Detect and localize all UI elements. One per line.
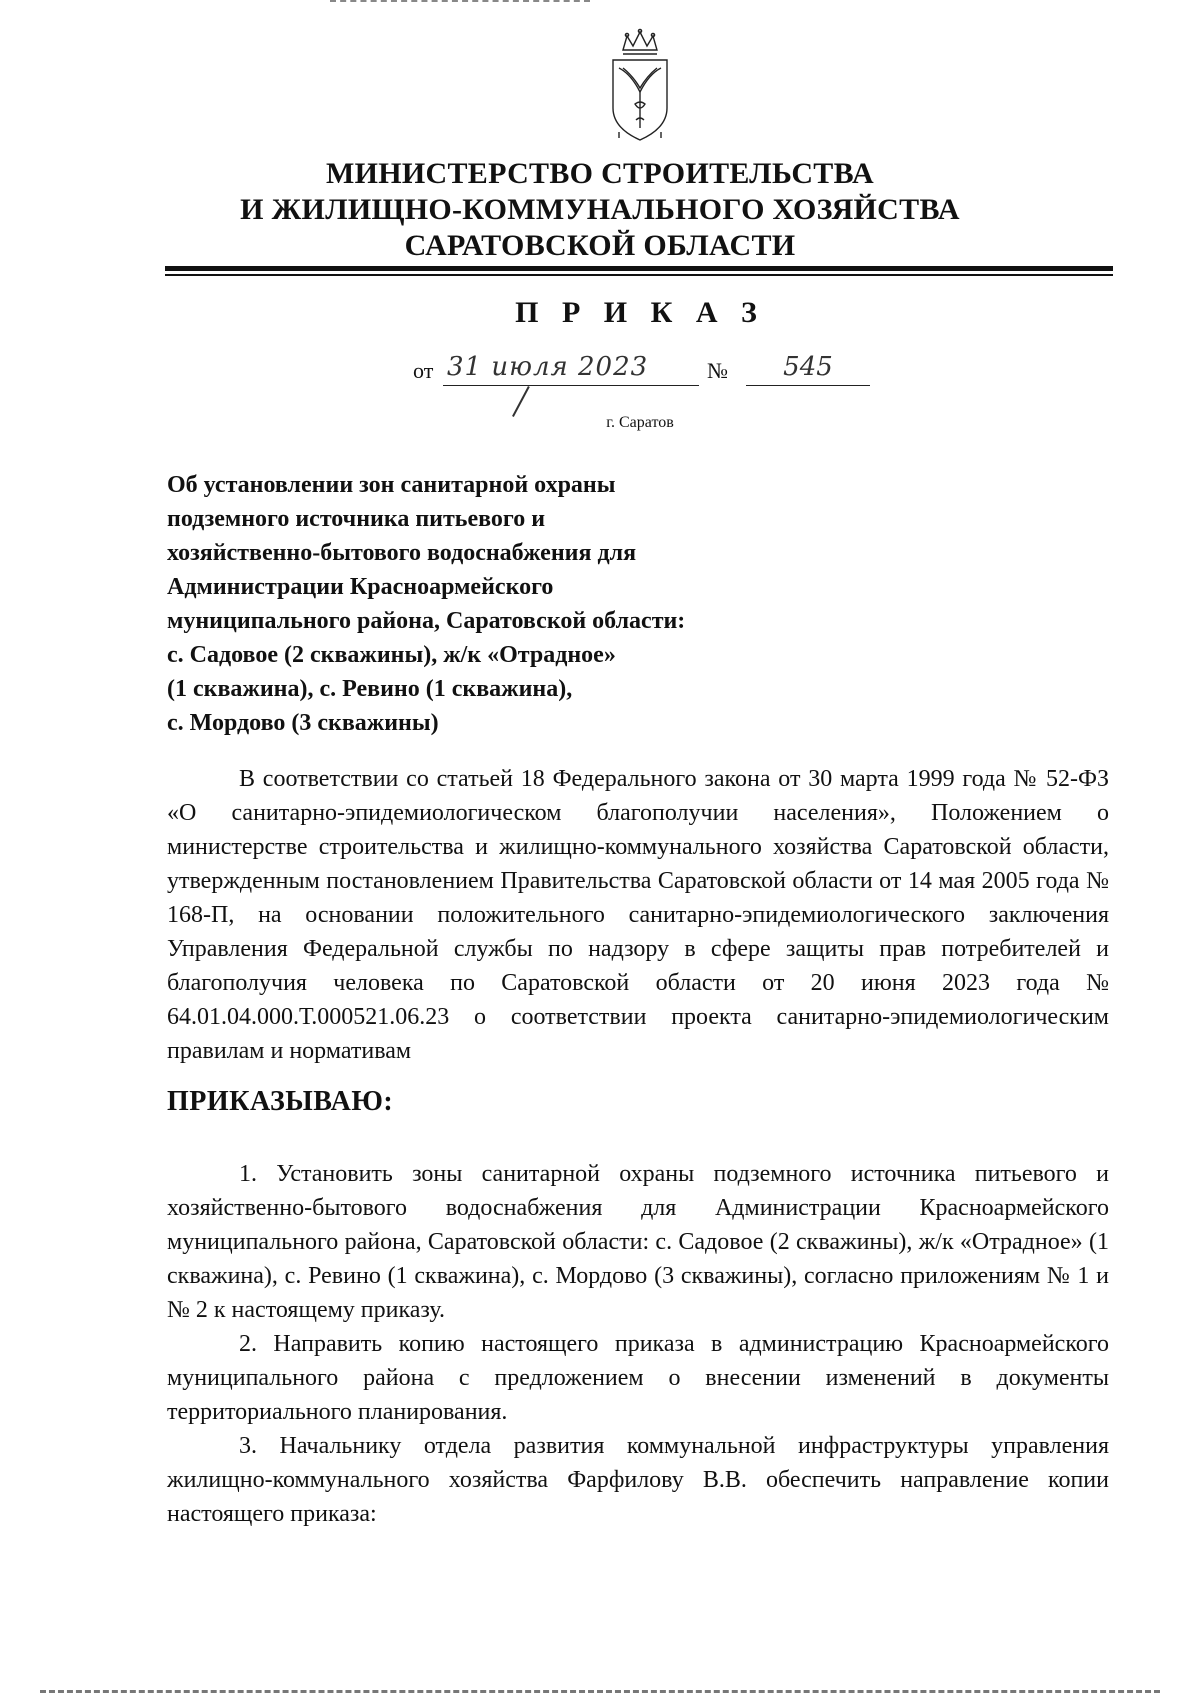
ministry-line-3: САРАТОВСКОЙ ОБЛАСТИ bbox=[404, 229, 796, 262]
ministry-line-1: МИНИСТЕРСТВО СТРОИТЕЛЬСТВА bbox=[325, 157, 875, 190]
subject-line: муниципального района, Саратовской области: bbox=[167, 608, 686, 634]
preamble-paragraph: В соответствии со статьей 18 Федерального закона от 30 марта 1999 года № 52-ФЗ «О санитарно-эпидемиологическом благополучии населения», Положением о министерстве строительства и жилищно-коммунального хозяйства Саратовской области, утвержденным постановлением Правительства Саратовской области от 14 мая 2005 года № 168-П, на основании положительного санитарно-эпидемиологического заключения Управления Федеральной службы по надзору в сфере защиты прав потребителей и благополучия человека по Саратовской области от 20 июня 2023 года № 64.01.04.000.Т.000521.06.23 о соответствии проекта санитарно-эпидемиологическим правилам и нормативам bbox=[167, 766, 1109, 1064]
command-heading: ПРИКАЗЫВАЮ: bbox=[167, 1086, 394, 1117]
ministry-name bbox=[160, 156, 1040, 264]
subject-line: подземного источника питьевого и bbox=[167, 506, 546, 532]
scan-edge-mark bbox=[40, 1690, 1160, 1697]
signature-stroke bbox=[512, 386, 530, 417]
subject-line: с. Мордово (3 скважины) bbox=[167, 710, 439, 736]
subject-line: (1 скважина), с. Ревино (1 скважина), bbox=[167, 676, 573, 702]
coat-of-arms-icon bbox=[601, 28, 679, 146]
order-item-1: 1. Установить зоны санитарной охраны подземного источника питьевого и хозяйственно-бытового водоснабжения для Администрации Красноармейского муниципального района, Саратовской области: с. Садовое (2 скважины), ж/к «Отрадное» (1 скважина), с. Ревино (1 скважина), с. Мордово (3 скважины), согласно приложениям № 1 и № 2 к настоящему приказу. bbox=[167, 1161, 1109, 1323]
order-number-handwritten: 545 bbox=[746, 352, 870, 386]
ministry-line-2: И ЖИЛИЩНО-КОММУНАЛЬНОГО ХОЗЯЙСТВА bbox=[240, 193, 960, 226]
header-divider-thick bbox=[165, 266, 1113, 271]
subject-line: хозяйственно-бытового водоснабжения для bbox=[167, 540, 637, 566]
issue-city: г. Саратов bbox=[606, 414, 674, 431]
date-prefix: от bbox=[413, 358, 434, 383]
subject-line: Об установлении зон санитарной охраны bbox=[167, 472, 616, 498]
order-item-2: 2. Направить копию настоящего приказа в администрацию Красноармейского муниципального района с предложением о внесении изменений в документы территориального планирования. bbox=[167, 1331, 1109, 1425]
number-prefix: № bbox=[707, 358, 728, 383]
subject-line: с. Садовое (2 скважины), ж/к «Отрадное» bbox=[167, 642, 616, 668]
header-divider-thin bbox=[165, 274, 1113, 276]
order-date-handwritten: 31 июля 2023 bbox=[443, 352, 699, 386]
order-item-3: 3. Начальнику отдела развития коммунальной инфраструктуры управления жилищно-коммунального хозяйства Фарфилову В.В. обеспечить направление копии настоящего приказа: bbox=[167, 1433, 1109, 1527]
scan-edge-mark bbox=[330, 0, 590, 4]
document-type-title: П Р И К А З bbox=[515, 296, 765, 329]
subject-line: Администрации Красноармейского bbox=[167, 574, 554, 600]
order-subject bbox=[167, 468, 887, 740]
